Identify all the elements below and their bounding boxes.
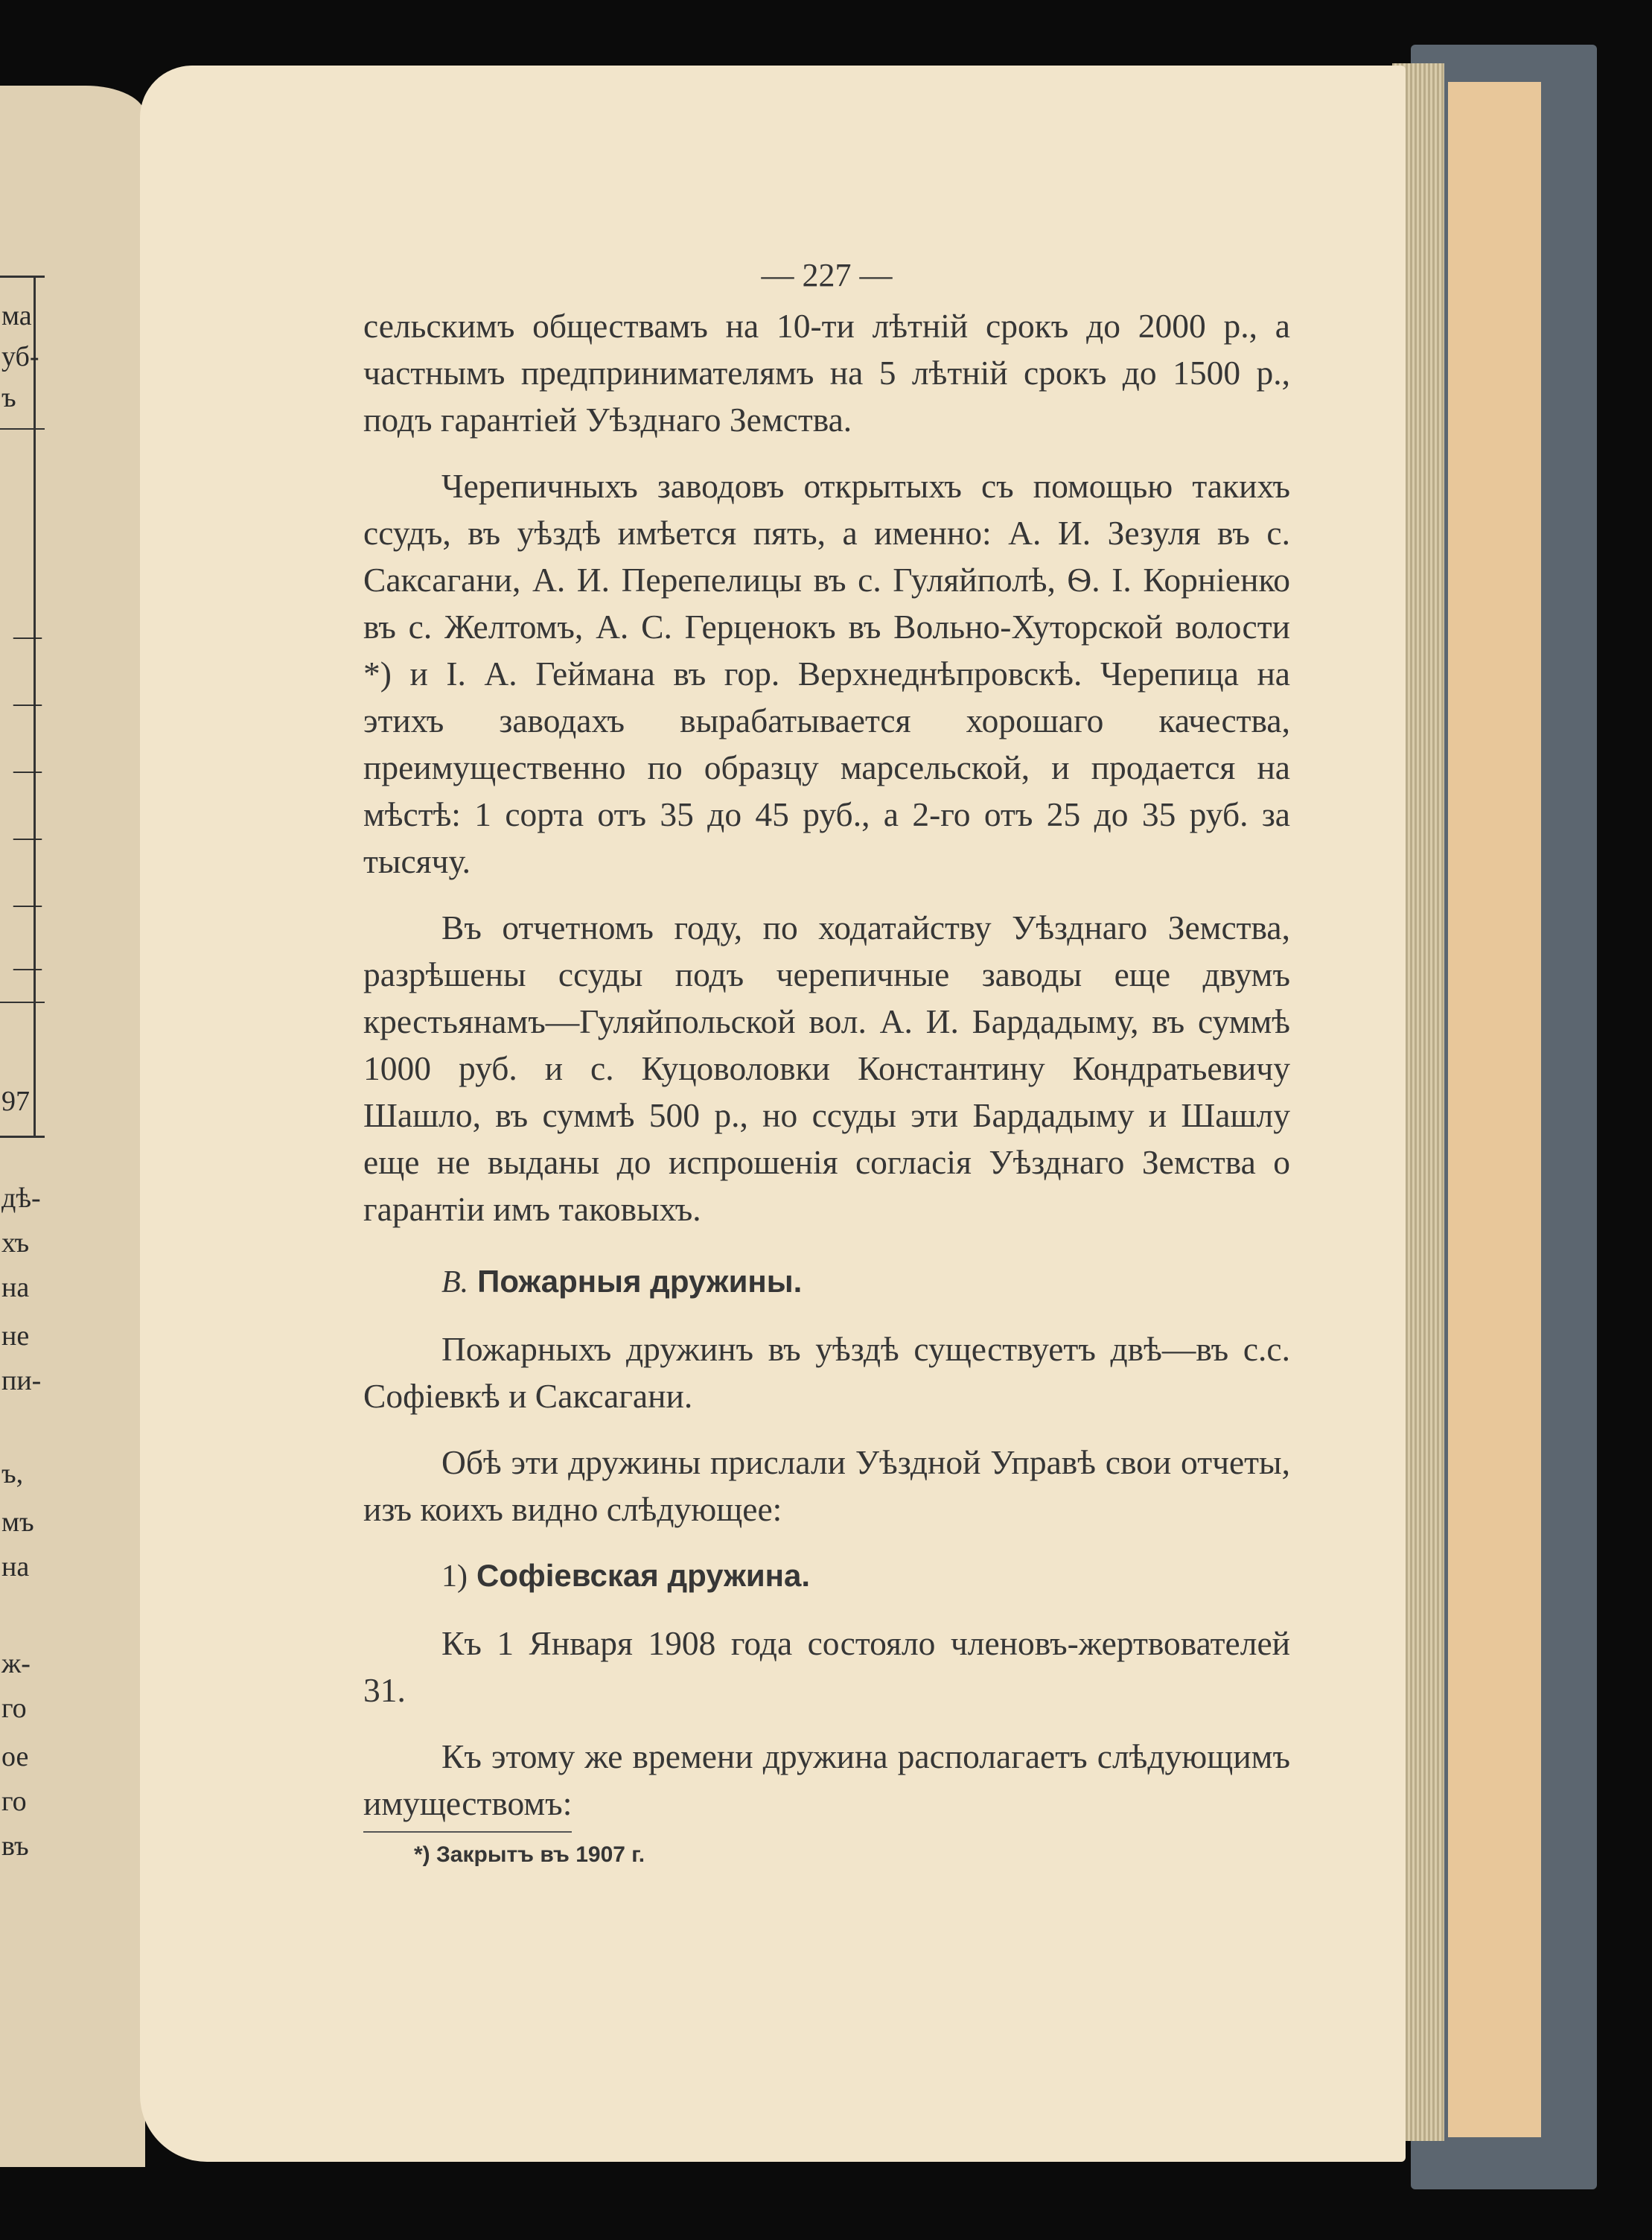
left-fragment: ъ, xyxy=(1,1458,24,1489)
footnote-rule xyxy=(363,1831,572,1833)
subsection-heading xyxy=(441,1552,1290,1600)
left-fragment: дѣ- xyxy=(1,1183,41,1214)
paragraph: сельскимъ обществамъ на 10-ти лѣтній срокъ до 2000 р., а частнымъ предпринимателямъ на 5 лѣтній срокъ до 1500 р., подъ гарантіей Уѣзднаго Земства. xyxy=(363,307,1290,439)
left-fragment: ъ xyxy=(1,382,16,413)
cover-inside-paper xyxy=(1448,82,1541,2137)
section-title: Пожарныя дружины. xyxy=(477,1264,803,1299)
paragraph: Къ этому же времени дружина располагаетъ слѣдующимъ имуществомъ: xyxy=(363,1737,1290,1822)
left-fragment: ма xyxy=(1,300,32,331)
subsection-number: 1) xyxy=(441,1559,468,1594)
page-content xyxy=(363,252,1290,1870)
left-fragment: — xyxy=(13,687,42,719)
left-fragment: — xyxy=(13,821,42,853)
paragraph: Черепичныхъ заводовъ открытыхъ съ помощью такихъ ссудъ, въ уѣздѣ имѣется пять, а именно: А. И. Зезуля въ с. Саксагани, А. И. Перепелицы въ с. Гуляйполѣ, Ѳ. І. Корніенко въ с. Желтомъ, А. С. Герценокъ въ Вольно-Хуторской волости *) и І. А. Геймана въ гор. Верхнеднѣпровскѣ. Черепица на этихъ заводахъ вырабатывается хорошаго качества, преимущественно по образцу марсельской, и продается на мѣстѣ: 1 сорта отъ 35 до 45 руб., а 2-го отъ 25 до 35 руб. за тысячу. xyxy=(363,467,1290,880)
left-fragment: ое xyxy=(1,1741,29,1772)
left-fragment: го xyxy=(1,1693,27,1724)
left-fragment: пи- xyxy=(1,1365,42,1396)
left-fragment: хъ xyxy=(1,1227,30,1259)
table-rule-horizontal xyxy=(0,1136,45,1138)
left-fragment: не xyxy=(1,1320,30,1352)
table-rule-horizontal xyxy=(0,1002,45,1003)
left-page-fragment xyxy=(0,86,145,2167)
left-fragment: ж- xyxy=(1,1648,31,1679)
left-fragment: мъ xyxy=(1,1506,34,1538)
left-fragment: — xyxy=(13,620,42,652)
left-fragment: — xyxy=(13,888,42,920)
left-fragment: въ xyxy=(1,1830,29,1862)
section-heading xyxy=(441,1258,1290,1306)
left-fragment: го xyxy=(1,1786,27,1817)
paragraph: Къ 1 Января 1908 года состояло членовъ-жертвователей 31. xyxy=(363,1624,1290,1709)
left-fragment: на xyxy=(1,1551,30,1582)
paragraph: Обѣ эти дружины прислали Уѣздной Управѣ свои отчеты, изъ коихъ видно слѣдующее: xyxy=(363,1443,1290,1528)
section-letter: В. xyxy=(441,1265,469,1299)
left-fragment: — xyxy=(13,754,42,786)
book-page xyxy=(140,66,1406,2162)
page-number: — 227 — xyxy=(761,257,893,293)
table-rule-horizontal xyxy=(0,428,45,430)
left-fragment: — xyxy=(13,952,42,983)
paragraph: Пожарныхъ дружинъ въ уѣздѣ существуетъ двѣ—въ с.с. Софіевкѣ и Саксагани. xyxy=(363,1330,1290,1415)
subsection-title: Софіевская дружина. xyxy=(476,1558,811,1593)
paragraph: Въ отчетномъ году, по ходатайству Уѣзднаго Земства, разрѣшены ссуды подъ черепичные заводы еще двумъ крестьянамъ—Гуляйпольской вол. А. И. Бардадыму, въ суммѣ 1000 руб. и с. Куцоволовки Константину Кондратьевичу Шашло, въ суммѣ 500 р., но ссуды эти Бардадыму и Шашлу еще не выданы до испрошенія согласія Уѣзднаго Земства о гарантіи имъ таковыхъ. xyxy=(363,909,1290,1228)
left-fragment: на xyxy=(1,1272,30,1303)
left-fragment: уб- xyxy=(1,341,39,372)
table-rule-horizontal xyxy=(0,276,45,278)
footnote: *) Закрытъ въ 1907 г. xyxy=(414,1842,645,1867)
left-fragment: 97 xyxy=(1,1086,30,1117)
